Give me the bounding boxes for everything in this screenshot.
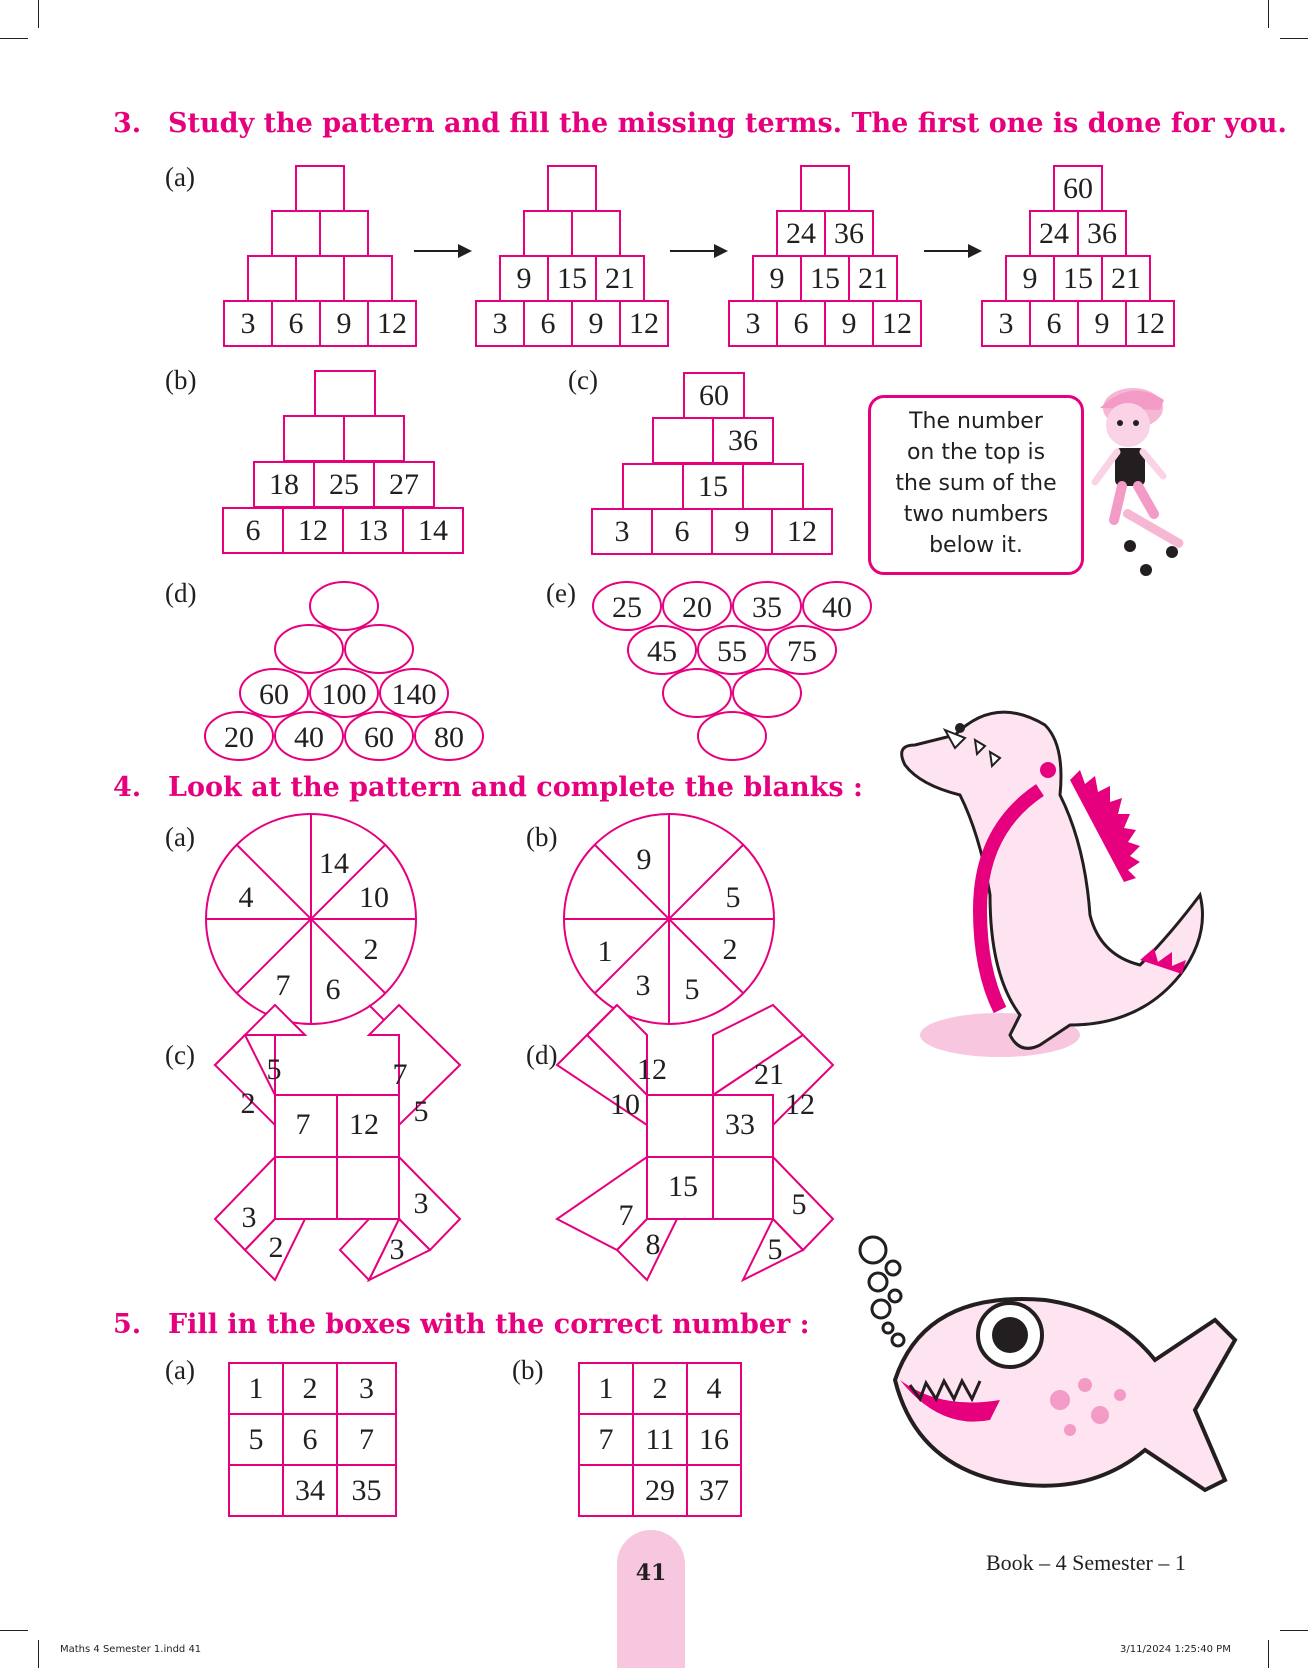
question-title: Look at the pattern and complete the blanks :: [168, 772, 863, 803]
cross-value: 5: [413, 1095, 429, 1128]
hint-line: two numbers: [903, 502, 1049, 527]
number-cross-c: [215, 1005, 460, 1280]
grid-cell-blank[interactable]: [228, 1464, 284, 1517]
pyramid-cell: 24: [1029, 210, 1079, 257]
wheel-value: 5: [725, 881, 741, 914]
pyramid-cell: 12: [771, 508, 833, 555]
oval-value: 75: [787, 635, 817, 668]
pyramid-cell: 6: [776, 300, 826, 347]
pyramid-cell: 12: [367, 300, 417, 347]
pyramid-cell: 9: [1077, 300, 1127, 347]
grid-cell: 16: [686, 1413, 742, 1466]
sub-label: (b): [165, 365, 197, 395]
question-title: Study the pattern and fill the missing terms. The first one is done for you.: [168, 108, 1287, 139]
pyramid-cell: 18: [253, 461, 315, 508]
sub-label: (a): [165, 822, 195, 852]
pyramid-cell: 6: [271, 300, 321, 347]
cross-value: 7: [618, 1199, 634, 1232]
pyramid-cell: 12: [1125, 300, 1175, 347]
grid-cell: 5: [228, 1413, 284, 1466]
pyramid-cell: 36: [824, 210, 874, 257]
cross-value: 2: [268, 1231, 284, 1264]
oval-value: 20: [682, 591, 712, 624]
wheel-value: 6: [325, 973, 341, 1006]
grid-cell-blank[interactable]: [578, 1464, 634, 1517]
question-title: Fill in the boxes with the correct number :: [168, 1309, 810, 1340]
grid-cell: 35: [336, 1464, 397, 1517]
pyramid-cell: 12: [619, 300, 669, 347]
pyramid-cell: 3: [728, 300, 778, 347]
print-slug-file: Maths 4 Semester 1.indd 41: [60, 1644, 202, 1655]
pyramid-cell: 36: [1077, 210, 1127, 257]
grid-cell: 37: [686, 1464, 742, 1517]
wheel-value: 2: [722, 933, 738, 966]
oval-value: 60: [259, 678, 289, 711]
pyramid-cell: 3: [223, 300, 273, 347]
print-slug-date: 3/11/2024 1:25:40 PM: [1120, 1644, 1231, 1655]
pyramid-cell: 25: [313, 461, 375, 508]
pyramid-cell: 13: [342, 507, 404, 554]
pyramid-cell: 3: [475, 300, 525, 347]
pyramid-cell: 6: [1029, 300, 1079, 347]
hint-line: below it.: [929, 533, 1023, 558]
pyramid-cell: 36: [712, 417, 774, 464]
oval-value: 35: [752, 591, 782, 624]
pyramid-cell: 9: [319, 300, 369, 347]
wheel-value: 4: [238, 881, 254, 914]
oval-value: 60: [364, 721, 394, 754]
grid-cell: 7: [336, 1413, 397, 1466]
oval-value: 80: [434, 721, 464, 754]
pyramid-cell: 12: [282, 507, 344, 554]
question-number: 5.: [113, 1309, 142, 1340]
cross-value: 3: [413, 1187, 429, 1220]
pyramid-cell: 15: [682, 463, 744, 510]
oval-value: 20: [224, 721, 254, 754]
oval-value: 100: [321, 678, 367, 711]
cross-value: 2: [240, 1087, 256, 1120]
pyramid-cell: 21: [1101, 255, 1151, 302]
wheel-value: 10: [359, 881, 389, 914]
grid-cell: 3: [336, 1362, 397, 1415]
pyramid-cell: 9: [499, 255, 549, 302]
pyramid-cell: 3: [981, 300, 1031, 347]
cross-value: 7: [392, 1058, 408, 1091]
oval-value: 140: [391, 678, 437, 711]
wheel-value: 14: [319, 847, 349, 880]
sub-label: (d): [526, 1040, 558, 1070]
page-number: 41: [635, 1560, 667, 1586]
grid-cell: 29: [632, 1464, 688, 1517]
cross-value: 33: [725, 1108, 755, 1141]
cross-value: 15: [668, 1170, 698, 1203]
grid-cell: 7: [578, 1413, 634, 1466]
oval-value: 45: [647, 635, 677, 668]
pyramid-cell: 21: [595, 255, 645, 302]
wheel-value: 9: [636, 843, 652, 876]
sub-label: (e): [546, 578, 576, 608]
wheel-value: 3: [635, 969, 651, 1002]
pyramid-cell: 12: [872, 300, 922, 347]
grid-cell: 1: [228, 1362, 284, 1415]
cross-value: 12: [349, 1108, 379, 1141]
pyramid-cell: 9: [571, 300, 621, 347]
cross-value: 3: [241, 1201, 257, 1234]
cross-value: 21: [754, 1058, 784, 1091]
sub-label: (b): [512, 1355, 544, 1385]
sub-label: (c): [165, 1040, 195, 1070]
pyramid-cell: 21: [848, 255, 898, 302]
hint-line: the sum of the: [895, 471, 1057, 496]
pyramid-cell: 6: [651, 508, 713, 555]
number-wheel-a: [206, 814, 416, 1024]
pyramid-cell: 9: [711, 508, 773, 555]
cross-value: 5: [266, 1053, 282, 1086]
grid-cell: 11: [632, 1413, 688, 1466]
crocodile-icon: [902, 712, 1203, 1057]
pyramid-cell: 60: [1053, 165, 1103, 212]
cross-value: 12: [785, 1088, 815, 1121]
oval-value: 40: [294, 721, 324, 754]
pyramid-cell: 9: [824, 300, 874, 347]
oval-value: 55: [717, 635, 747, 668]
pyramid-cell: 15: [800, 255, 850, 302]
wheel-value: 5: [684, 973, 700, 1006]
hint-line: on the top is: [906, 440, 1046, 465]
wheel-value: 1: [597, 935, 613, 968]
pyramid-cell: 6: [222, 507, 284, 554]
grid-cell: 6: [282, 1413, 338, 1466]
pyramid-cell: 9: [752, 255, 802, 302]
pyramid-cell: 9: [1005, 255, 1055, 302]
piranha-icon: [860, 1237, 1235, 1490]
question-number: 4.: [113, 772, 142, 803]
pyramid-cell: 24: [776, 210, 826, 257]
oval-value: 25: [612, 591, 642, 624]
grid-cell: 2: [282, 1362, 338, 1415]
sub-label: (c): [568, 365, 598, 395]
grid-cell: 1: [578, 1362, 634, 1415]
cross-value: 7: [295, 1108, 311, 1141]
grid-cell: 4: [686, 1362, 742, 1415]
pyramid-cell: 6: [523, 300, 573, 347]
cross-value: 8: [645, 1228, 661, 1261]
pyramid-cell: 3: [591, 508, 653, 555]
wheel-value: 2: [363, 933, 379, 966]
book-label: Book – 4 Semester – 1: [986, 1550, 1186, 1575]
oval-value: 40: [822, 591, 852, 624]
question-number: 3.: [113, 108, 142, 139]
wheel-value: 7: [275, 969, 291, 1002]
sub-label: (a): [165, 162, 195, 192]
grid-cell: 2: [632, 1362, 688, 1415]
pyramid-cell: 27: [373, 461, 435, 508]
cross-value: 10: [610, 1088, 640, 1121]
number-wheel-b: [564, 814, 774, 1024]
cross-value: 5: [767, 1233, 783, 1266]
cross-value: 5: [791, 1188, 807, 1221]
sub-label: (a): [165, 1355, 195, 1385]
cross-value: 3: [389, 1233, 405, 1266]
pyramid-cell: 14: [402, 507, 464, 554]
sub-label: (d): [165, 578, 197, 608]
pyramid-cell: 15: [547, 255, 597, 302]
pyramid-cell: 15: [1053, 255, 1103, 302]
grid-cell: 34: [282, 1464, 338, 1517]
pyramid-cell: 60: [683, 372, 745, 419]
hint-line: The number: [909, 409, 1043, 434]
page-number-tab: [617, 1530, 685, 1668]
sub-label: (b): [526, 822, 558, 852]
cross-value: 12: [637, 1053, 667, 1086]
number-cross-d: [557, 1005, 833, 1280]
